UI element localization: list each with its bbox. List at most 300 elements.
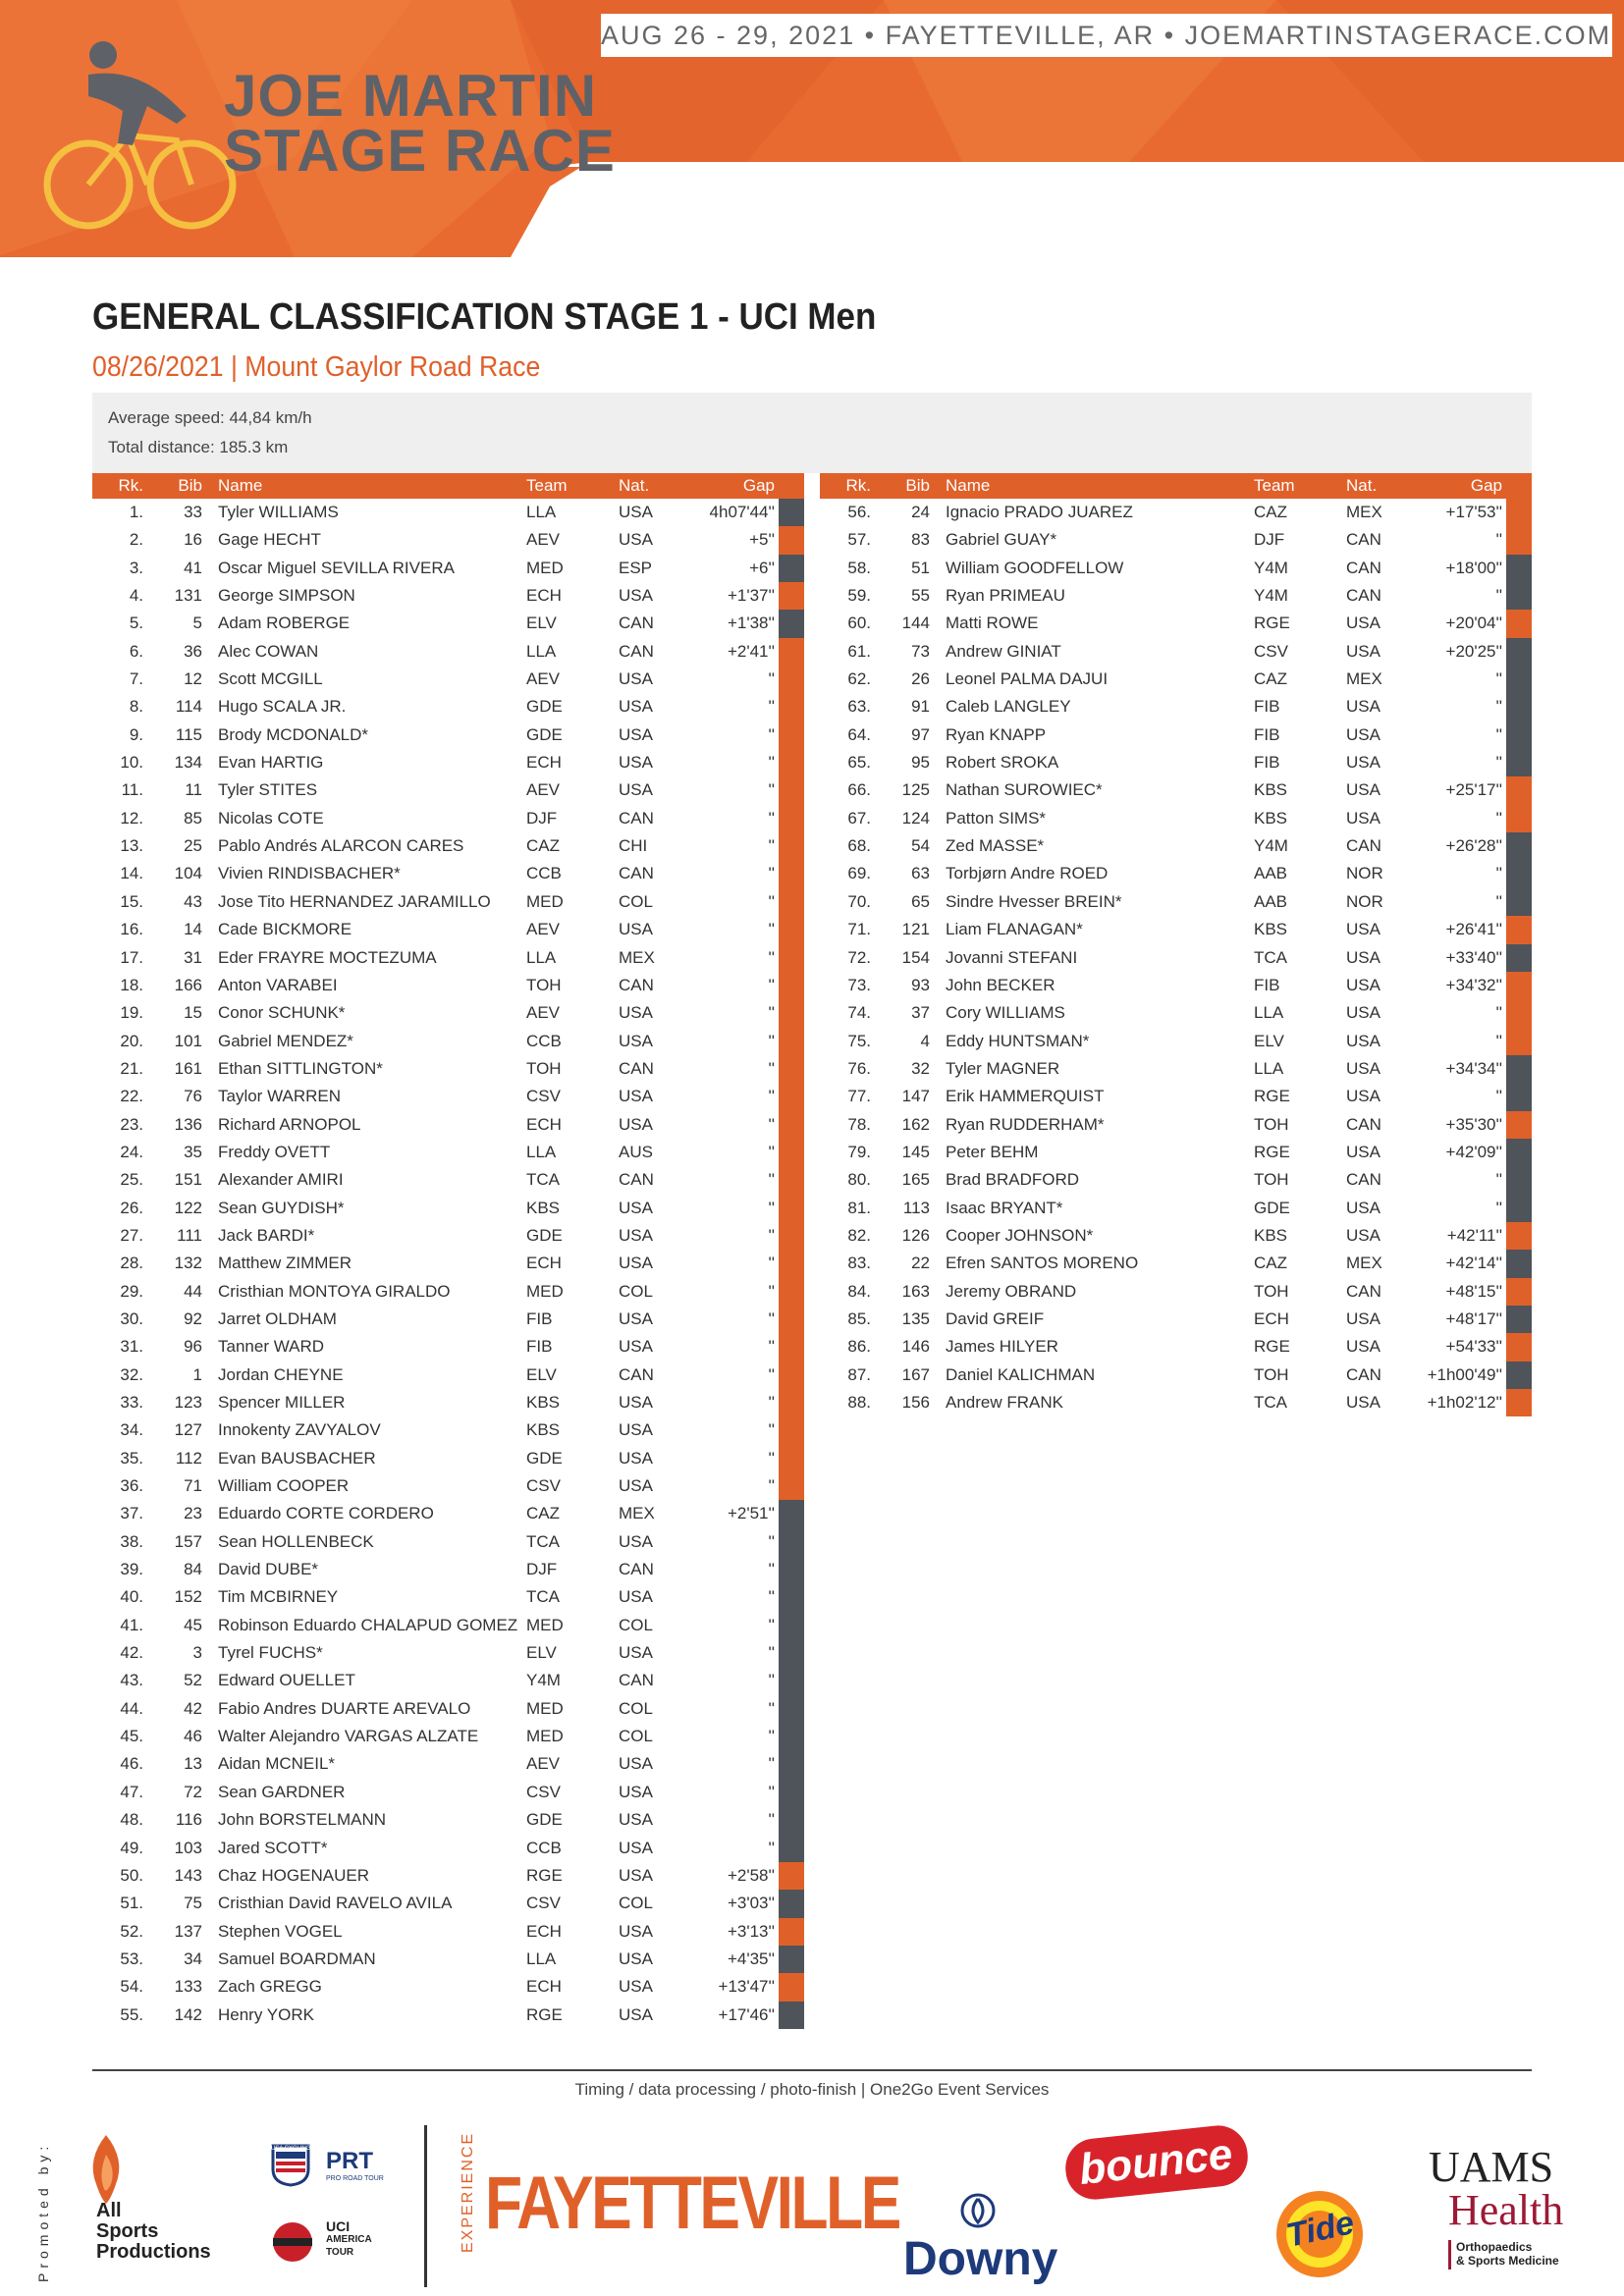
team-cell: KBS	[1254, 780, 1288, 800]
bib-cell: 22	[911, 1254, 930, 1273]
nationality-cell: USA	[619, 1031, 653, 1050]
group-marker	[779, 693, 804, 721]
table-row	[820, 1306, 1532, 1333]
downy-swirl-icon	[958, 2191, 998, 2230]
rider-name-cell: Liam FLANAGAN*	[946, 920, 1083, 939]
team-cell: MED	[526, 1281, 564, 1301]
gap-cell: +2'41''	[727, 641, 775, 661]
table-row	[92, 916, 804, 943]
group-marker	[779, 526, 804, 554]
table-row	[92, 555, 804, 582]
rank-cell: 54.	[120, 1977, 143, 1997]
team-cell: AEV	[526, 1003, 561, 1023]
nationality-cell: USA	[1346, 1308, 1380, 1328]
team-cell: Y4M	[1254, 558, 1288, 577]
rank-cell: 46.	[120, 1754, 143, 1774]
rank-cell: 65.	[847, 753, 871, 773]
gap-cell: +18'00''	[1445, 558, 1502, 577]
rank-cell: 58.	[847, 558, 871, 577]
rider-name-cell: Nicolas COTE	[218, 808, 324, 828]
table-row	[820, 1111, 1532, 1139]
group-marker	[779, 1472, 804, 1500]
rider-name-cell: Gage HECHT	[218, 530, 321, 550]
gap-cell: ''	[1495, 1031, 1502, 1050]
group-marker	[779, 721, 804, 749]
gap-cell: +42'09''	[1445, 1142, 1502, 1161]
uams-health-logo	[1429, 2142, 1596, 2269]
bib-cell: 46	[184, 1727, 202, 1746]
rank-cell: 4.	[129, 586, 143, 606]
team-cell: RGE	[526, 2004, 563, 2024]
rank-cell: 6.	[129, 641, 143, 661]
team-cell: GDE	[526, 1225, 563, 1245]
rider-name-cell: Freddy OVETT	[218, 1142, 331, 1161]
table-row	[820, 721, 1532, 749]
gap-cell: ''	[768, 1560, 775, 1579]
rank-cell: 88.	[847, 1393, 871, 1412]
rider-name-cell: James HILYER	[946, 1337, 1058, 1357]
nationality-cell: CAN	[619, 1058, 654, 1078]
nationality-cell: USA	[1346, 975, 1380, 994]
nationality-cell: USA	[619, 724, 653, 744]
table-row	[92, 1946, 804, 1973]
group-marker	[779, 1166, 804, 1194]
rider-name-cell: Brody MCDONALD*	[218, 724, 369, 744]
table-row	[820, 582, 1532, 610]
gap-cell: ''	[1495, 669, 1502, 689]
rank-cell: 10.	[120, 753, 143, 773]
rider-name-cell: John BORSTELMANN	[218, 1810, 386, 1830]
nationality-cell: USA	[619, 1587, 653, 1607]
bib-cell: 127	[174, 1420, 202, 1440]
nationality-cell: USA	[1346, 641, 1380, 661]
group-marker	[779, 776, 804, 804]
table-row	[92, 1806, 804, 1834]
rank-cell: 81.	[847, 1198, 871, 1217]
gap-cell: ''	[768, 1393, 775, 1412]
rank-cell: 67.	[847, 808, 871, 828]
rider-name-cell: Zach GREGG	[218, 1977, 322, 1997]
gap-cell: ''	[768, 1448, 775, 1468]
bib-cell: 63	[911, 864, 930, 883]
group-marker	[779, 1111, 804, 1139]
rank-cell: 38.	[120, 1531, 143, 1551]
bib-cell: 95	[911, 753, 930, 773]
gap-cell: ''	[768, 975, 775, 994]
gap-cell: ''	[1495, 808, 1502, 828]
bib-cell: 3	[192, 1643, 202, 1663]
nationality-cell: USA	[619, 1198, 653, 1217]
nationality-cell: USA	[619, 1977, 653, 1997]
team-cell: CCB	[526, 1838, 562, 1857]
table-row	[820, 888, 1532, 916]
rank-cell: 77.	[847, 1087, 871, 1106]
gap-cell: +26'41''	[1445, 920, 1502, 939]
team-cell: AEV	[526, 530, 561, 550]
gap-cell: ''	[768, 1782, 775, 1801]
downy-logo	[903, 2191, 1060, 2289]
bib-cell: 125	[901, 780, 930, 800]
rider-name-cell: Gabriel MENDEZ*	[218, 1031, 353, 1050]
group-marker	[779, 1333, 804, 1361]
rank-cell: 15.	[120, 891, 143, 911]
table-row	[820, 1278, 1532, 1306]
group-marker	[779, 1556, 804, 1583]
group-marker	[1506, 1362, 1532, 1389]
gap-cell: +2'51''	[727, 1504, 775, 1523]
page-title: GENERAL CLASSIFICATION STAGE 1 - UCI Men	[92, 296, 877, 338]
rider-name-cell: Scott MCGILL	[218, 669, 323, 689]
bib-cell: 73	[911, 641, 930, 661]
gap-cell: +48'15''	[1445, 1281, 1502, 1301]
rider-name-cell: Evan BAUSBACHER	[218, 1448, 376, 1468]
team-cell: CAZ	[1254, 1254, 1287, 1273]
gap-cell: ''	[768, 1031, 775, 1050]
rider-name-cell: Leonel PALMA DAJUI	[946, 669, 1109, 689]
uci-america-tour-icon	[271, 2220, 314, 2264]
group-marker	[779, 944, 804, 972]
gap-cell: ''	[768, 780, 775, 800]
nationality-cell: NOR	[1346, 891, 1383, 911]
group-marker	[1506, 944, 1532, 972]
nationality-cell: USA	[1346, 1393, 1380, 1412]
rank-cell: 78.	[847, 1114, 871, 1134]
table-row	[820, 916, 1532, 943]
group-marker	[1506, 526, 1532, 554]
team-cell: GDE	[1254, 1198, 1290, 1217]
footer-divider	[92, 2069, 1532, 2071]
bib-cell: 135	[901, 1308, 930, 1328]
bib-cell: 131	[174, 586, 202, 606]
rank-cell: 28.	[120, 1254, 143, 1273]
bib-cell: 96	[184, 1337, 202, 1357]
group-marker	[779, 1750, 804, 1778]
gap-cell: ''	[768, 724, 775, 744]
nationality-cell: USA	[1346, 1337, 1380, 1357]
nationality-cell: USA	[619, 586, 653, 606]
table-row	[92, 860, 804, 887]
table-row	[820, 1195, 1532, 1222]
nationality-cell: COL	[619, 1281, 653, 1301]
gap-cell: +42'14''	[1445, 1254, 1502, 1273]
table-row	[92, 1500, 804, 1527]
nationality-cell: USA	[619, 1393, 653, 1412]
nationality-cell: USA	[619, 697, 653, 717]
gap-cell: ''	[768, 1058, 775, 1078]
nationality-cell: USA	[619, 1420, 653, 1440]
table-row	[92, 1055, 804, 1083]
all-sports-productions-logo	[69, 2130, 236, 2287]
uci-sub-2: TOUR	[326, 2247, 354, 2258]
bib-cell: 163	[901, 1281, 930, 1301]
table-row	[92, 776, 804, 804]
rider-name-cell: Erik HAMMERQUIST	[946, 1087, 1105, 1106]
team-cell: CSV	[526, 1087, 561, 1106]
nationality-cell: CAN	[619, 1364, 654, 1384]
rider-name-cell: Edward OUELLET	[218, 1671, 355, 1690]
group-marker	[1506, 805, 1532, 832]
table-row	[820, 666, 1532, 693]
rider-name-cell: John BECKER	[946, 975, 1056, 994]
gap-cell: ''	[768, 1225, 775, 1245]
rider-name-cell: Tanner WARD	[218, 1337, 325, 1357]
team-cell: RGE	[1254, 614, 1290, 633]
table-row	[92, 1166, 804, 1194]
gap-cell: +17'46''	[718, 2004, 775, 2024]
rank-cell: 48.	[120, 1810, 143, 1830]
bib-cell: 85	[184, 808, 202, 828]
group-marker	[779, 638, 804, 666]
bib-cell: 114	[175, 697, 202, 717]
bib-cell: 25	[184, 836, 202, 856]
group-marker	[779, 1779, 804, 1806]
bib-cell: 126	[901, 1225, 930, 1245]
results-rows-left	[92, 499, 804, 2029]
table-row	[92, 1472, 804, 1500]
nationality-cell: CAN	[619, 1560, 654, 1579]
event-info-banner: AUG 26 - 29, 2021 • FAYETTEVILLE, AR • JOEMARTINSTAGERACE.COM	[601, 14, 1612, 57]
rider-name-cell: Zed MASSE*	[946, 836, 1045, 856]
rider-name-cell: Walter Alejandro VARGAS ALZATE	[218, 1727, 479, 1746]
team-cell: RGE	[1254, 1142, 1290, 1161]
table-row	[92, 1222, 804, 1250]
bib-cell: 23	[184, 1504, 202, 1523]
nationality-cell: MEX	[1346, 669, 1382, 689]
gap-cell: ''	[1495, 530, 1502, 550]
table-row	[820, 555, 1532, 582]
table-row	[92, 1416, 804, 1444]
rider-name-cell: Sean HOLLENBECK	[218, 1531, 374, 1551]
gap-cell: +2'58''	[727, 1865, 775, 1885]
gap-cell: +5''	[749, 530, 775, 550]
nationality-cell: CAN	[1346, 530, 1381, 550]
rank-cell: 74.	[847, 1003, 871, 1023]
team-cell: ECH	[526, 753, 562, 773]
table-row	[92, 721, 804, 749]
logo-title	[224, 63, 616, 184]
group-marker	[779, 1667, 804, 1694]
rider-name-cell: Tim MCBIRNEY	[218, 1587, 339, 1607]
group-marker	[779, 1723, 804, 1750]
rider-name-cell: Tyrel FUCHS*	[218, 1643, 323, 1663]
logo-line-2: STAGE RACE	[224, 118, 616, 184]
rank-cell: 24.	[120, 1142, 143, 1161]
table-row	[92, 999, 804, 1027]
rider-name-cell: William COOPER	[218, 1476, 350, 1496]
header-gap: Gap	[1470, 476, 1502, 495]
rank-cell: 52.	[120, 1921, 143, 1941]
nationality-cell: USA	[619, 1810, 653, 1830]
group-marker	[1506, 638, 1532, 666]
nationality-cell: CAN	[1346, 1114, 1381, 1134]
gap-cell: ''	[768, 1420, 775, 1440]
usa-cycling-text: USA CYCLING	[271, 2146, 311, 2152]
bib-cell: 166	[174, 975, 202, 994]
bib-cell: 142	[174, 2004, 202, 2024]
gap-cell: ''	[768, 1364, 775, 1384]
team-cell: ECH	[526, 1977, 562, 1997]
bib-cell: 162	[901, 1114, 930, 1134]
nationality-cell: CAN	[619, 975, 654, 994]
rider-name-cell: Ignacio PRADO JUAREZ	[946, 503, 1133, 521]
bib-cell: 121	[901, 920, 930, 939]
tide-logo	[1274, 2189, 1365, 2279]
header-team: Team	[526, 476, 568, 495]
header-bib: Bib	[178, 476, 202, 495]
sponsor-divider	[424, 2125, 427, 2287]
table-row	[820, 944, 1532, 972]
nationality-cell: ESP	[619, 558, 653, 577]
group-marker	[779, 610, 804, 637]
table-row	[92, 526, 804, 554]
nationality-cell: COL	[619, 1727, 653, 1746]
group-marker	[1506, 693, 1532, 721]
gap-cell: ''	[768, 1838, 775, 1857]
rider-name-cell: Jovanni STEFANI	[946, 947, 1078, 967]
bib-cell: 111	[177, 1225, 202, 1245]
bib-cell: 55	[911, 586, 930, 606]
rank-cell: 73.	[847, 975, 871, 994]
team-cell: TCA	[526, 1170, 560, 1190]
nationality-cell: CAN	[1346, 586, 1381, 606]
header-team: Team	[1254, 476, 1295, 495]
rank-cell: 51.	[120, 1894, 143, 1913]
team-cell: ELV	[526, 614, 557, 633]
gap-cell: ''	[1495, 864, 1502, 883]
rider-name-cell: Matti ROWE	[946, 614, 1039, 633]
rider-name-cell: Alexander AMIRI	[218, 1170, 344, 1190]
team-cell: RGE	[526, 1865, 563, 1885]
nationality-cell: USA	[619, 780, 653, 800]
rank-cell: 14.	[120, 864, 143, 883]
bib-cell: 43	[184, 891, 202, 911]
rider-name-cell: Jared SCOTT*	[218, 1838, 328, 1857]
team-cell: DJF	[526, 808, 558, 828]
rider-name-cell: Chaz HOGENAUER	[218, 1865, 369, 1885]
nationality-cell: USA	[619, 1782, 653, 1801]
bib-cell: 24	[911, 503, 930, 521]
table-row	[92, 1723, 804, 1750]
promoted-by-text: Promoted by:	[35, 2141, 51, 2282]
rider-name-cell: Tyler MAGNER	[946, 1058, 1060, 1078]
nationality-cell: USA	[1346, 920, 1380, 939]
bib-cell: 157	[174, 1531, 202, 1551]
gap-cell: 4h07'44''	[709, 503, 775, 521]
nationality-cell: USA	[619, 1921, 653, 1941]
table-row	[820, 749, 1532, 776]
gap-cell: ''	[1495, 753, 1502, 773]
bib-cell: 152	[174, 1587, 202, 1607]
table-row	[92, 1695, 804, 1723]
rider-name-cell: George SIMPSON	[218, 586, 355, 606]
experience-text: EXPERIENCE	[460, 2131, 476, 2253]
table-row	[92, 1583, 804, 1611]
team-cell: Y4M	[1254, 586, 1288, 606]
rider-name-cell: Innokenty ZAVYALOV	[218, 1420, 381, 1440]
group-marker	[1506, 610, 1532, 637]
nationality-cell: USA	[619, 1308, 653, 1328]
cyclist-logo-icon	[29, 37, 255, 234]
group-marker	[779, 916, 804, 943]
team-cell: MED	[526, 1698, 564, 1718]
rider-name-cell: Brad BRADFORD	[946, 1170, 1080, 1190]
uci-text: UCI	[326, 2218, 351, 2234]
gap-cell: ''	[1495, 1087, 1502, 1106]
rider-name-cell: Aidan MCNEIL*	[218, 1754, 336, 1774]
team-cell: LLA	[526, 503, 557, 521]
rank-cell: 45.	[120, 1727, 143, 1746]
team-cell: KBS	[1254, 920, 1288, 939]
bib-cell: 143	[174, 1865, 202, 1885]
group-marker	[779, 1222, 804, 1250]
group-marker	[1506, 776, 1532, 804]
table-row	[820, 972, 1532, 999]
bounce-logo	[1065, 2129, 1252, 2201]
rank-cell: 80.	[847, 1170, 871, 1190]
nationality-cell: USA	[1346, 808, 1380, 828]
rank-cell: 43.	[120, 1671, 143, 1690]
rider-name-cell: Pablo Andrés ALARCON CARES	[218, 836, 464, 856]
bib-cell: 104	[174, 864, 202, 883]
header-gap: Gap	[742, 476, 775, 495]
rider-name-cell: Jack BARDI*	[218, 1225, 315, 1245]
table-row	[820, 638, 1532, 666]
table-row	[92, 888, 804, 916]
rider-name-cell: David DUBE*	[218, 1560, 319, 1579]
rider-name-cell: Andrew FRANK	[946, 1393, 1063, 1412]
nationality-cell: USA	[619, 1225, 653, 1245]
team-cell: LLA	[1254, 1003, 1284, 1023]
rank-cell: 72.	[847, 947, 871, 967]
table-row	[92, 1083, 804, 1110]
promoted-by-label	[35, 2135, 59, 2282]
rider-name-cell: Spencer MILLER	[218, 1393, 346, 1412]
rank-cell: 27.	[120, 1225, 143, 1245]
rider-name-cell: William GOODFELLOW	[946, 558, 1124, 577]
table-row	[92, 1556, 804, 1583]
table-row	[820, 999, 1532, 1027]
gap-cell: ''	[768, 753, 775, 773]
rank-cell: 64.	[847, 724, 871, 744]
team-cell: TOH	[1254, 1170, 1289, 1190]
all-sports-line-3: Productions	[96, 2241, 211, 2263]
team-cell: KBS	[526, 1198, 561, 1217]
header-name: Name	[218, 476, 263, 495]
team-cell: CSV	[526, 1782, 561, 1801]
group-marker	[779, 1445, 804, 1472]
rider-name-cell: Robinson Eduardo CHALAPUD GOMEZ	[218, 1615, 518, 1634]
nationality-cell: USA	[619, 1949, 653, 1968]
gap-cell: +25'17''	[1445, 780, 1502, 800]
gap-cell: ''	[768, 1114, 775, 1134]
group-marker	[1506, 1139, 1532, 1166]
health-text: Health	[1448, 2186, 1564, 2234]
nationality-cell: USA	[1346, 1142, 1380, 1161]
rank-cell: 82.	[847, 1225, 871, 1245]
bib-cell: 51	[911, 558, 930, 577]
bib-cell: 1	[192, 1364, 202, 1384]
team-cell: TOH	[526, 1058, 562, 1078]
gap-cell: +34'32''	[1445, 975, 1502, 994]
table-row	[92, 2002, 804, 2029]
rider-name-cell: Sindre Hvesser BREIN*	[946, 891, 1122, 911]
group-marker	[1506, 1389, 1532, 1416]
rider-name-cell: Oscar Miguel SEVILLA RIVERA	[218, 558, 455, 577]
team-cell: AEV	[526, 780, 561, 800]
gap-cell: +48'17''	[1445, 1308, 1502, 1328]
group-marker	[779, 972, 804, 999]
group-marker	[779, 1055, 804, 1083]
